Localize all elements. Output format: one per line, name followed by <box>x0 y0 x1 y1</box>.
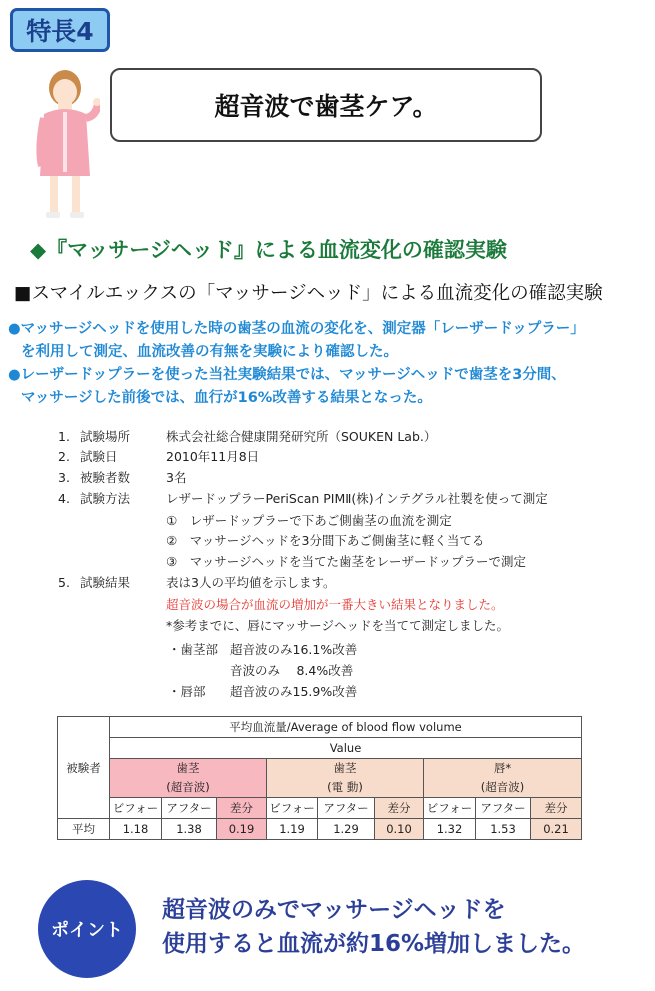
detail-label: 試験方法 <box>80 491 131 506</box>
summary-bullets <box>8 318 648 410</box>
table-title: 平均血流量/Average of blood flow volume <box>110 717 582 738</box>
detail-number: 4. <box>58 491 70 506</box>
detail-label: 試験日 <box>80 449 118 464</box>
col-header: ビフォー <box>267 798 318 819</box>
method-step: ② マッサージヘッドを3分間下あご側歯茎に軽く当てる <box>166 533 485 548</box>
reference-note: *参考までに、唇にマッサージヘッドを当てて測定しました。 <box>166 618 510 633</box>
point-text <box>162 893 585 961</box>
col-header: ビフォー <box>110 798 162 819</box>
subject-header: 被験者 <box>58 717 110 819</box>
gum-result: 超音波のみ16.1%改善 <box>230 642 358 657</box>
subheading: ■スマイルエックスの「マッサージヘッド」による血流変化の確認実験 <box>14 283 603 304</box>
detail-number: 2. <box>58 449 70 464</box>
headline-box: 超音波で歯茎ケア。 <box>110 68 542 142</box>
point-line: 超音波のみでマッサージヘッドを <box>162 897 506 923</box>
table-cell: 1.53 <box>476 819 531 840</box>
feature-badge: 特長4 <box>10 8 110 52</box>
gum-result: 音波のみ 8.4%改善 <box>230 663 354 678</box>
bullet-line: を利用して測定、血流改善の有無を実験により確認した。 <box>21 344 398 360</box>
group-name: 歯茎 <box>333 761 357 775</box>
group-name: 歯茎 <box>176 761 200 775</box>
col-header: 差分 <box>531 798 582 819</box>
detail-label: 試験結果 <box>80 575 131 590</box>
result-highlight: 超音波の場合が血流の増加が一番大きい結果となりました。 <box>166 597 504 612</box>
bullet-line: ●レーザードップラーを使った当社実験結果では、マッサージヘッドで歯茎を3分間、 <box>8 367 566 383</box>
value-header: Value <box>110 738 582 759</box>
method-step: ③ マッサージヘッドを当てた歯茎をレーザードップラーで測定 <box>166 554 526 569</box>
detail-label: 被験者数 <box>80 470 131 485</box>
group-sub: (電 動) <box>327 780 363 794</box>
detail-value: 2010年11月8日 <box>166 449 260 464</box>
table-row <box>58 819 582 840</box>
lip-label: ・唇部 <box>168 684 206 699</box>
col-header: ビフォー <box>424 798 476 819</box>
detail-number: 5. <box>58 575 70 590</box>
col-header: 差分 <box>217 798 267 819</box>
col-header: アフター <box>476 798 531 819</box>
bullet-line: マッサージした前後では、血行が16%改善する結果となった。 <box>21 390 432 406</box>
detail-value: レザードップラーPeriScan PIMⅡ(株)インテグラル社製を使って測定 <box>166 491 548 506</box>
table-cell: 1.19 <box>267 819 318 840</box>
table-cell: 1.18 <box>110 819 162 840</box>
table-cell: 1.32 <box>424 819 476 840</box>
section-heading: ◆『マッサージヘッド』による血流変化の確認実験 <box>30 238 507 262</box>
detail-number: 3. <box>58 470 70 485</box>
bullet-line: ●マッサージヘッドを使用した時の歯茎の血流の変化を、測定器「レーザードップラー」 <box>8 321 585 337</box>
nurse-illustration <box>30 68 100 220</box>
lip-result: 超音波のみ15.9%改善 <box>230 684 358 699</box>
table-cell: 0.19 <box>217 819 267 840</box>
blood-flow-table <box>57 716 582 840</box>
table-cell: 1.38 <box>162 819 217 840</box>
table-cell: 0.10 <box>375 819 424 840</box>
group-header <box>267 759 424 798</box>
detail-value: 株式会社総合健康開発研究所（SOUKEN Lab.） <box>166 429 437 444</box>
detail-value: 3名 <box>166 470 187 485</box>
detail-label: 試験場所 <box>80 429 131 444</box>
table-cell: 1.29 <box>318 819 375 840</box>
row-label: 平均 <box>58 819 110 840</box>
group-name: 唇* <box>493 761 512 775</box>
gum-label: ・歯茎部 <box>168 642 219 657</box>
detail-number: 1. <box>58 429 70 444</box>
col-header: アフター <box>162 798 217 819</box>
col-header: アフター <box>318 798 375 819</box>
point-badge: ポイント <box>38 880 136 978</box>
group-sub: (超音波) <box>166 780 210 794</box>
group-header <box>424 759 582 798</box>
point-line: 使用すると血流が約16%増加しました。 <box>162 931 586 957</box>
detail-value: 表は3人の平均値を示します。 <box>166 575 336 590</box>
table-cell: 0.21 <box>531 819 582 840</box>
col-header: 差分 <box>375 798 424 819</box>
group-sub: (超音波) <box>480 780 525 794</box>
method-step: ① レザードップラーで下あご側歯茎の血流を測定 <box>166 513 452 528</box>
group-header <box>110 759 267 798</box>
